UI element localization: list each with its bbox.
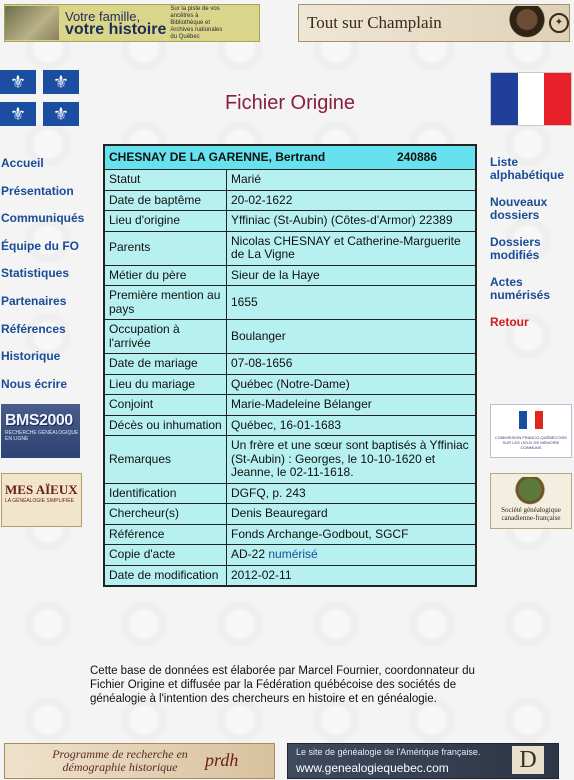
numerise-link[interactable]: numérisé [268,547,318,561]
record-row [104,395,476,416]
field-label: Date de mariage [104,354,227,375]
mes-aieux-subtitle: LA GÉNÉALOGIE SIMPLIFIÉE [5,498,74,504]
field-label: Lieu du mariage [104,374,227,395]
drouin-logo-icon: D [512,746,544,774]
quebec-flag[interactable] [0,70,79,126]
field-label: Identification [104,483,227,504]
field-value-text: 07-08-1656 [231,356,293,370]
record-row [104,320,476,354]
record-row [104,231,476,265]
right-nav-link[interactable]: Actes numérisés [490,275,551,302]
field-value [227,170,477,191]
field-value-text: Yffiniac (St-Aubin) (Côtes-d'Armor) 22389 [231,213,453,227]
banner-famille-line1: Votre famille, [65,9,141,24]
record-row [104,211,476,232]
field-value [227,436,477,484]
bms2000-subtitle: RECHERCHE GÉNÉALOGIQUE EN LIGNE [5,430,79,442]
prdh-logo-text: prdh [205,750,239,770]
field-value-text: Québec, 16-01-1683 [231,417,342,432]
field-label: Occupation à l'arrivée [104,320,227,354]
page-title: Fichier Origine [224,92,356,114]
field-value-text: 2012-02-11 [231,567,292,582]
field-value-text: 20-02-1622 [231,192,293,207]
gq-tagline: Le site de généalogie de l'Amérique française. [296,747,481,757]
field-value [227,504,477,525]
record-header-row [104,145,476,170]
field-value-text: Nicolas CHESNAY et Catherine-Marguerite de La Vigne [231,233,461,261]
field-label: Décès ou inhumation [104,415,227,436]
field-value [227,211,477,232]
right-nav-link[interactable]: Dossiers modifiés [490,235,541,262]
field-value [227,190,477,211]
field-value-text: 1655 [231,294,258,309]
field-label: Date de baptême [104,190,227,211]
field-value [227,374,477,395]
right-nav-link[interactable]: Retour [490,315,529,329]
fleur-de-lis-icon: ⚜ [43,70,79,94]
fleur-de-lis-icon: ⚜ [43,102,79,126]
prdh-text: Programme de recherche en démographie historique [52,747,188,774]
record-header [104,145,476,170]
commission-text: COMMISSION FRANCO-QUÉBÉCOISE SUR LES LIEUX DE MÉMOIRE COMMUNS [495,435,568,450]
field-label: Copie d'acte [104,545,227,566]
flag-stripe-blue [491,73,518,125]
left-nav-link[interactable]: Références [1,321,66,336]
left-nav-link[interactable]: Présentation [1,183,74,198]
left-nav-link[interactable]: Accueil [1,156,44,170]
mes-aieux-logo[interactable] [1,473,82,527]
field-value [227,265,477,286]
field-label: Chercheur(s) [104,504,227,525]
field-value-text: Marié [231,172,262,186]
record-row [104,354,476,375]
field-value-text: Denis Beauregard [231,506,328,520]
right-nav-link[interactable]: Nouveaux dossiers [490,195,548,222]
field-value [227,354,477,375]
field-label: Parents [104,231,227,265]
record-row [104,170,476,191]
mes-aieux-title: MES AÏEUX [5,482,78,497]
field-label: Date de modification [104,565,227,586]
banner-genealogie-quebec[interactable] [287,743,559,779]
record-row [104,415,476,436]
field-value [227,320,477,354]
banner-prdh[interactable] [4,743,275,779]
record-row [104,483,476,504]
field-value [227,545,477,566]
record-id: 240886 [396,149,437,164]
right-nav [490,156,574,343]
field-label: Conjoint [104,395,227,416]
footer-description: Cette base de données est élaborée par Marcel Fournier, coordonnateur du Fichier Origine et diffusée par la Fédération québécoise des sociétés de généalogie à l'intention des chercheurs en histoire et en généalogie. [90,665,475,705]
field-value-text: Fonds Archange-Godbout, SGCF [231,526,409,541]
record-table [103,144,477,587]
bms2000-logo[interactable] [1,404,80,458]
banner-votre-famille[interactable] [4,4,260,42]
champlain-portrait-icon [507,6,547,40]
field-value-text: AD-22 [231,547,266,561]
field-label: Référence [104,524,227,545]
fleur-de-lis-icon: ⚜ [0,102,36,126]
commission-lieux-memoire-logo[interactable] [490,404,572,458]
record-row [104,436,476,484]
banner-photo [5,6,59,40]
field-value [227,524,477,545]
record-row [104,565,476,586]
banner-famille-text [59,10,166,36]
field-value [227,395,477,416]
field-label: Remarques [104,436,227,484]
bms2000-title: BMS2000 [5,412,73,429]
left-nav-link[interactable]: Partenaires [1,293,67,308]
record-name: CHESNAY DE LA GARENNE, Bertrand [109,149,326,164]
field-value-text: Sieur de la Haye [231,267,320,282]
france-flag[interactable] [490,72,572,126]
banner-famille-line2: votre histoire [65,21,167,38]
tree-icon [515,477,545,505]
banner-famille-small: Sur la piste de vos ancêtres à Bibliothèque et Archives nationales du Québec [170,5,223,40]
left-nav [1,156,97,404]
left-nav-link[interactable]: Nous écrire [1,376,68,391]
record-row [104,374,476,395]
field-value-text: Québec (Notre-Dame) [231,376,350,391]
banner-champlain-text: Tout sur Champlain [307,13,442,32]
field-value [227,415,477,436]
right-nav-link[interactable]: Liste alphabétique [490,155,565,182]
compass-icon: ✦ [549,13,569,33]
flag-stripe-red [544,73,571,125]
field-value-text: DGFQ, p. 243 [231,485,306,500]
field-label: Lieu d'origine [104,211,227,232]
record-row [104,545,476,566]
field-value [227,565,477,586]
field-label: Statut [104,170,227,191]
field-value-text: Boulanger [231,328,286,343]
field-value-text: Un frère et une sœur sont baptisés à Yffiniac (St-Aubin) : Georges, le 10-10-1620 et Jeanne, le 02-11-1618. [231,438,469,479]
field-value [227,483,477,504]
field-label: Première mention au pays [104,286,227,320]
record-row [104,504,476,525]
sgcf-text: Société généalogique canadienne-française [501,506,561,522]
field-label: Métier du père [104,265,227,286]
field-value [227,286,477,320]
record-row [104,524,476,545]
record-row [104,265,476,286]
fleur-de-lis-icon: ⚜ [0,70,36,94]
flag-stripe-white [518,73,545,125]
field-value-text: Marie-Madeleine Bélanger [231,397,372,411]
sgcf-logo[interactable] [490,473,572,529]
left-nav-link[interactable]: Communiqués [1,211,85,226]
banner-tout-sur-champlain[interactable] [298,4,570,42]
commission-flag-icon [519,411,543,429]
record-row [104,286,476,320]
gq-url: www.genealogiequebec.com [296,761,449,775]
left-nav-link[interactable]: Historique [1,349,61,364]
field-value [227,231,477,265]
left-nav-link[interactable]: Statistiques [1,266,70,281]
left-nav-link[interactable]: Équipe du FO [1,238,79,253]
record-row [104,190,476,211]
